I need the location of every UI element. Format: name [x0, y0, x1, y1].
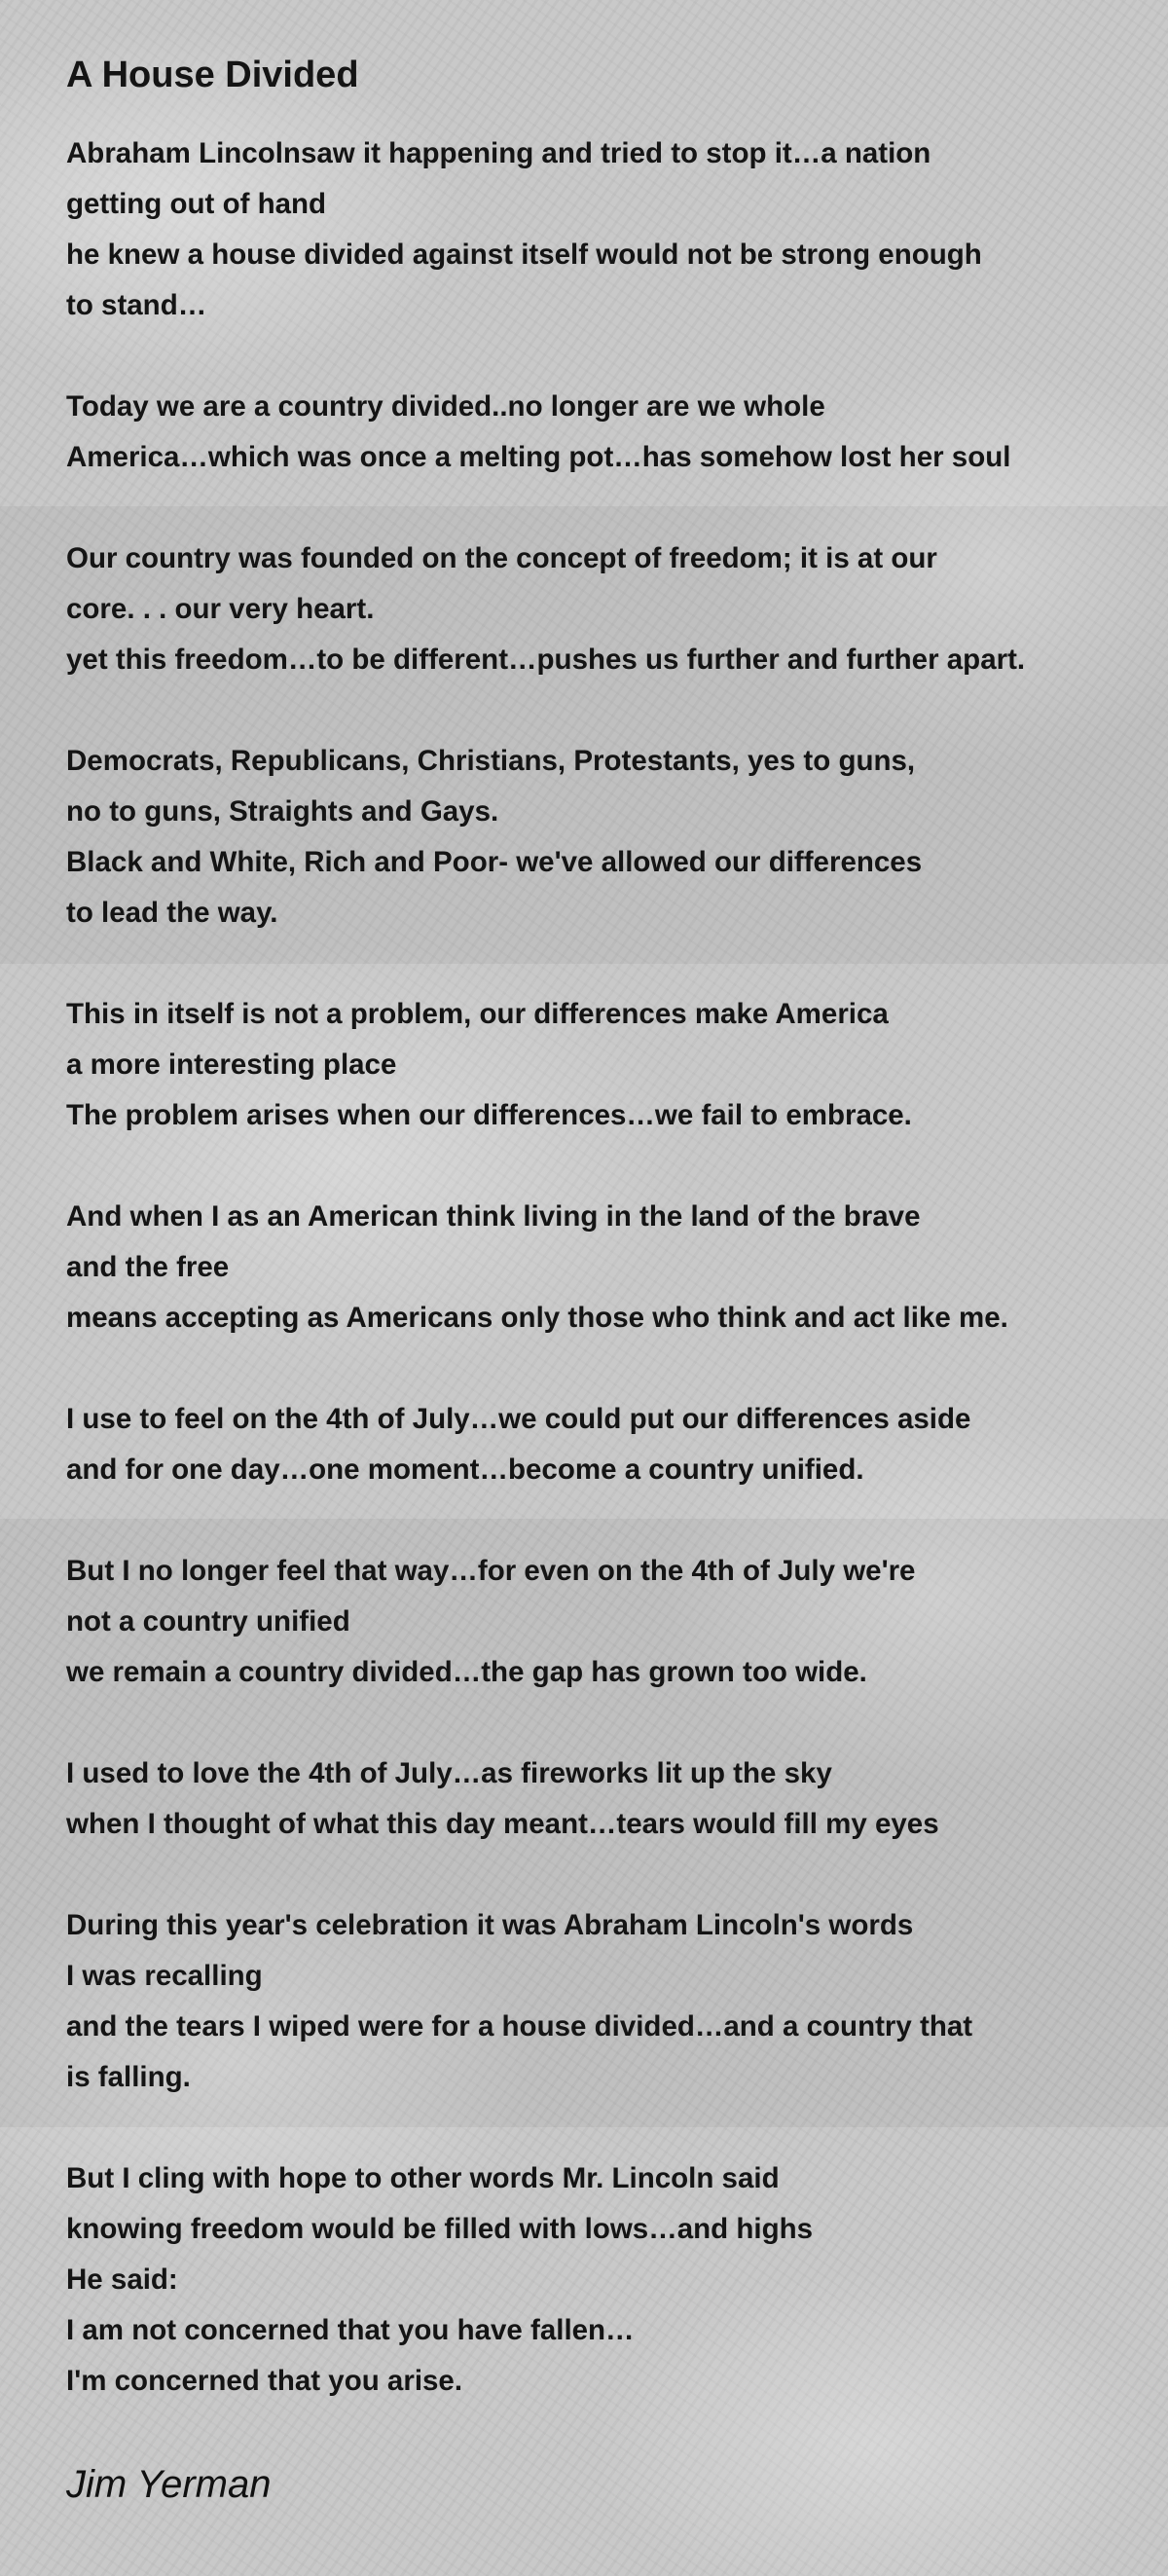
stanza	[66, 1546, 1147, 1698]
stanza	[66, 736, 1147, 938]
poem-line: I'm concerned that you arise.	[66, 2365, 463, 2397]
poem-line: The problem arises when our differences…we fail to embrace.	[66, 1099, 912, 1131]
poem-author: Jim Yerman	[66, 2463, 272, 2506]
poem-line: I am not concerned that you have fallen…	[66, 2314, 635, 2346]
poem-line: Black and White, Rich and Poor- we've allowed our differences	[66, 846, 923, 878]
stanza	[66, 1900, 1147, 2103]
poem-line: Abraham Lincolnsaw it happening and tried to stop it…a nation	[66, 137, 931, 169]
poem-line: when I thought of what this day meant…tears would fill my eyes	[66, 1808, 939, 1840]
poem-line: and for one day…one moment…become a country unified.	[66, 1454, 864, 1486]
poem-line: to lead the way.	[66, 897, 278, 929]
poem-line: Democrats, Republicans, Christians, Protestants, yes to guns,	[66, 745, 916, 777]
poem-line: we remain a country divided…the gap has grown too wide.	[66, 1656, 867, 1688]
poem-line: and the free	[66, 1251, 230, 1283]
poem-line: But I no longer feel that way…for even on the 4th of July we're	[66, 1555, 916, 1587]
stanza	[66, 1394, 1147, 1495]
poem-line: no to guns, Straights and Gays.	[66, 795, 499, 828]
poem-line: core. . . our very heart.	[66, 593, 375, 625]
poem-body	[66, 129, 1147, 2407]
poem-line: He said:	[66, 2263, 178, 2296]
stanza	[66, 534, 1147, 685]
poem-line: And when I as an American think living in the land of the brave	[66, 1200, 921, 1233]
poem-line: knowing freedom would be filled with lows…and highs	[66, 2213, 814, 2245]
poem-line: Today we are a country divided..no longer are we whole	[66, 390, 825, 423]
poem-line: a more interesting place	[66, 1049, 397, 1081]
poem-title: A House Divided	[66, 55, 359, 95]
stanza	[66, 989, 1147, 1141]
poem-line: to stand…	[66, 289, 207, 321]
poem-line: and the tears I wiped were for a house divided…and a country that	[66, 2010, 973, 2042]
poem-line: This in itself is not a problem, our differences make America	[66, 998, 889, 1030]
stanza	[66, 1748, 1147, 1850]
poem-line: yet this freedom…to be different…pushes us further and further apart.	[66, 644, 1026, 676]
poem	[66, 47, 1147, 2512]
poem-line: means accepting as Americans only those who think and act like me.	[66, 1302, 1008, 1334]
poem-line: Our country was founded on the concept of freedom; it is at our	[66, 542, 937, 574]
poem-line: he knew a house divided against itself would not be strong enough	[66, 239, 982, 271]
poem-line: I was recalling	[66, 1960, 263, 1992]
poem-line: But I cling with hope to other words Mr. Lincoln said	[66, 2162, 780, 2194]
poem-line: During this year's celebration it was Abraham Lincoln's words	[66, 1909, 914, 1941]
stanza	[66, 2153, 1147, 2407]
stanza	[66, 382, 1147, 483]
poem-line: getting out of hand	[66, 188, 327, 220]
poem-line: not a country unified	[66, 1605, 350, 1638]
poem-line: I used to love the 4th of July…as fireworks lit up the sky	[66, 1757, 832, 1789]
stanza	[66, 129, 1147, 331]
poem-line: America…which was once a melting pot…has somehow lost her soul	[66, 441, 1011, 473]
poem-line: I use to feel on the 4th of July…we could put our differences aside	[66, 1403, 971, 1435]
stanza	[66, 1192, 1147, 1343]
poem-line: is falling.	[66, 2061, 191, 2093]
